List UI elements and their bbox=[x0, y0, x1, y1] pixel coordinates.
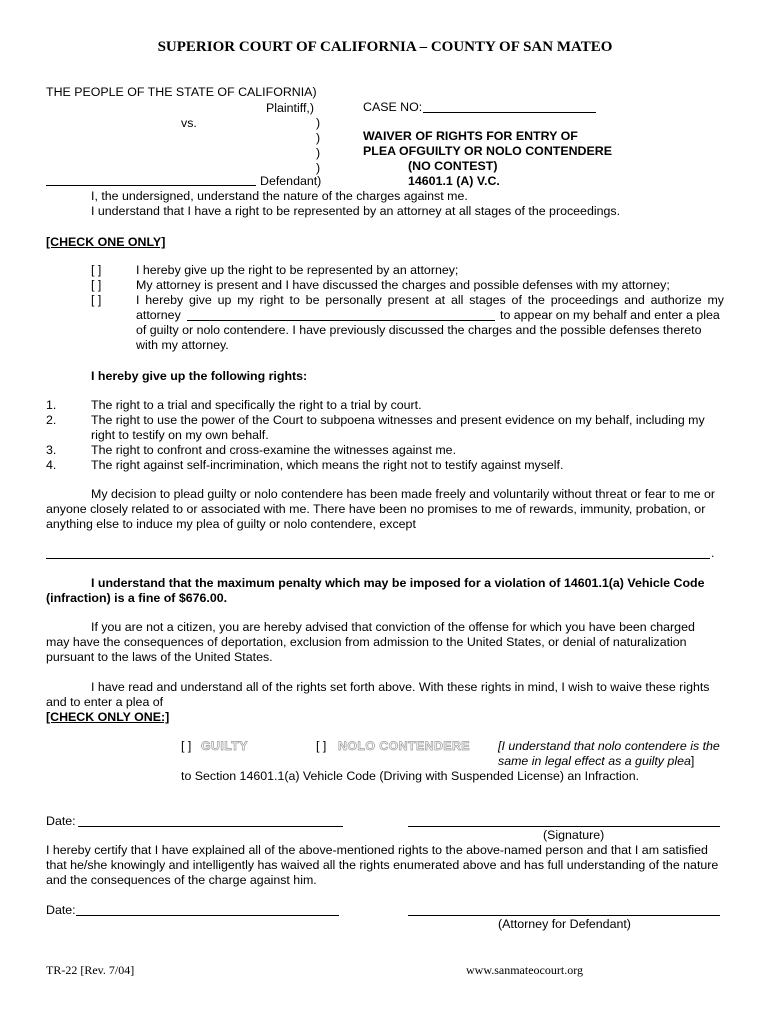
attorney-option-2-text: My attorney is present and I have discussed the charges and possible defenses with my attorney; bbox=[136, 278, 670, 292]
attorney-signature-field[interactable] bbox=[408, 915, 720, 916]
right-number: 3. bbox=[46, 443, 57, 457]
court-title: SUPERIOR COURT OF CALIFORNIA – COUNTY OF SAN MATEO bbox=[157, 39, 613, 55]
attorney-date-field[interactable] bbox=[76, 915, 339, 916]
check-one-only-heading: [CHECK ONE ONLY] bbox=[46, 235, 166, 249]
waive-line2: and to enter a plea of bbox=[46, 695, 164, 709]
appear-text: to appear on my behalf and enter a plea bbox=[500, 308, 720, 322]
right-text: The right to confront and cross-examine the witnesses against me. bbox=[91, 443, 457, 457]
attorney-option-2-checkbox[interactable]: [ ] bbox=[91, 278, 102, 292]
right-text: The right against self-incrimination, which means the right not to testify against myself. bbox=[91, 458, 564, 472]
waive-line1: I have read and understand all of the rights set forth above. With these rights in mind, I wish to waive these rights bbox=[91, 680, 710, 694]
right-text: The right to a trial and specifically the right to a trial by court. bbox=[91, 398, 422, 412]
attorney-option-1-checkbox[interactable]: [ ] bbox=[91, 263, 102, 277]
caption-paren: ) bbox=[316, 146, 321, 160]
decision-line3: anything else to induce my plea of guilty or nolo contendere, except bbox=[46, 517, 416, 531]
plaintiff-label: Plaintiff,) bbox=[266, 101, 314, 115]
citizen-line2: may have the consequences of deportation, exclusion from admission to the United States, or denial of naturalization bbox=[46, 635, 687, 649]
attorney-word: attorney bbox=[136, 308, 181, 322]
penalty-line2: (infraction) is a fine of $676.00. bbox=[46, 591, 228, 605]
rights-heading: I hereby give up the following rights: bbox=[91, 369, 308, 383]
nolo-checkbox[interactable]: [ ] bbox=[316, 739, 327, 753]
attorney-option-3-line3: of guilty or nolo contendere. I have previously discussed the charges and the possible defenses thereto bbox=[136, 323, 702, 337]
caption-paren: ) bbox=[316, 116, 321, 130]
case-no-label: CASE NO: bbox=[363, 100, 423, 114]
right-text: The right to use the power of the Court to subpoena witnesses and present evidence on my behalf, including my bbox=[91, 413, 705, 427]
cert-line1: I hereby certify that I have explained all of the above-mentioned rights to the above-named person and that I am satisfied bbox=[46, 843, 708, 857]
cert-line3: and the consequences of the charge against him. bbox=[46, 873, 317, 887]
plea-section-line: to Section 14601.1(a) Vehicle Code (Driving with Suspended License) an Infraction. bbox=[181, 769, 640, 783]
attorney-option-3-line4: with my attorney. bbox=[136, 338, 229, 352]
case-no-field[interactable] bbox=[423, 112, 596, 113]
form-title-line3: (NO CONTEST) bbox=[408, 159, 498, 173]
check-only-one-heading: [CHECK ONLY ONE:] bbox=[46, 710, 170, 724]
nolo-note-line2 bbox=[498, 754, 694, 769]
right-number: 2. bbox=[46, 413, 57, 427]
nolo-note-text1: [I understand that nolo contendere is the bbox=[498, 739, 720, 753]
attorney-option-3-text: I hereby give up my right to be personally present at all stages of the proceedings and authorize my bbox=[136, 293, 724, 307]
date-label: Date: bbox=[46, 814, 76, 828]
attorney-for-defendant-label: (Attorney for Defendant) bbox=[498, 917, 631, 931]
nolo-label: NOLO CONTENDERE bbox=[338, 739, 470, 753]
defendant-name-line[interactable] bbox=[46, 185, 256, 186]
website-link[interactable]: www.sanmateocourt.org bbox=[466, 963, 583, 977]
vs-label: vs. bbox=[181, 116, 197, 130]
defendant-label: Defendant) bbox=[260, 174, 322, 188]
nolo-note-text2: same in legal effect as a guilty plea bbox=[498, 754, 691, 768]
right-number: 1. bbox=[46, 398, 57, 412]
caption-paren: ) bbox=[316, 161, 321, 175]
citizen-line3: pursuant to the laws of the United States. bbox=[46, 650, 273, 664]
signature-label: (Signature) bbox=[543, 828, 605, 842]
exception-field[interactable] bbox=[46, 558, 710, 559]
date-label-attorney: Date: bbox=[46, 903, 76, 917]
right-text: right to testify on my own behalf. bbox=[91, 428, 269, 442]
exception-period: . bbox=[711, 546, 715, 560]
form-title-line1: WAIVER OF RIGHTS FOR ENTRY OF bbox=[363, 129, 578, 143]
penalty-line1: I understand that the maximum penalty which may be imposed for a violation of 14601.1(a) Vehicle Code bbox=[91, 576, 705, 590]
signature-field[interactable] bbox=[408, 826, 720, 827]
attorney-name-field[interactable] bbox=[187, 320, 495, 321]
nolo-note-close: ] bbox=[690, 754, 695, 768]
attorney-option-1-text: I hereby give up the right to be represented by an attorney; bbox=[136, 263, 459, 277]
caption-paren: ) bbox=[316, 131, 321, 145]
intro-line2: I understand that I have a right to be represented by an attorney at all stages of the proceedings. bbox=[91, 204, 621, 218]
attorney-option-3-checkbox[interactable]: [ ] bbox=[91, 293, 102, 307]
cert-line2: that he/she knowingly and intelligently has waived all the rights enumerated above and has full understanding of the nature bbox=[46, 858, 719, 872]
date-field[interactable] bbox=[78, 826, 343, 827]
form-title-line2: PLEA OFGUILTY OR NOLO CONTENDERE bbox=[363, 144, 612, 158]
intro-line1: I, the undersigned, understand the nature of the charges against me. bbox=[91, 189, 468, 203]
decision-line1: My decision to plead guilty or nolo contendere has been made freely and voluntarily without threat or fear to me or bbox=[91, 487, 716, 501]
decision-line2: anyone closely related to or associated with me. There have been no promises to me of rewards, immunity, probation, or bbox=[46, 502, 706, 516]
right-number: 4. bbox=[46, 458, 57, 472]
nolo-note-line1 bbox=[498, 739, 720, 754]
people-caption: THE PEOPLE OF THE STATE OF CALIFORNIA) bbox=[46, 85, 317, 99]
form-title-line4: 14601.1 (A) V.C. bbox=[408, 174, 500, 188]
citizen-line1: If you are not a citizen, you are hereby advised that conviction of the offense for which you have been charged bbox=[91, 620, 695, 634]
guilty-label: GUILTY bbox=[201, 739, 248, 753]
form-id: TR-22 [Rev. 7/04] bbox=[46, 963, 135, 977]
guilty-checkbox[interactable]: [ ] bbox=[181, 739, 192, 753]
